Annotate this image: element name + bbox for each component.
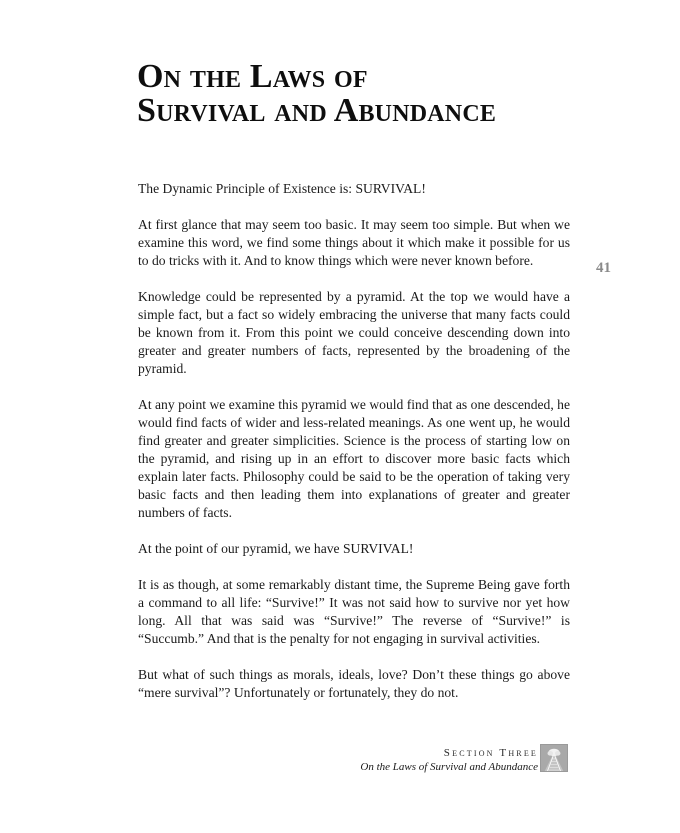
chapter-title-line-1: On the Laws of [137,58,368,95]
paragraph-7: But what of such things as morals, ideals, love? Don’t these things go above “mere survival”? Unfortunately or fortunately, they do not. [138,667,570,700]
chapter-title-line-2: Survival and Abundance [137,92,497,129]
paragraph-2: At first glance that may seem too basic. It may seem too simple. But when we examine this word, we find some things about it which make it possible for us to do tricks with it. And to know things which were never known before. [138,217,570,268]
paragraph-5: At the point of our pyramid, we have SURVIVAL! [138,541,414,556]
footer-section-label: Section Three [443,747,538,759]
bridge-road-emblem-icon [540,744,568,772]
paragraph-4: At any point we examine this pyramid we would find that as one descended, he would find facts of wider and less-related meanings. As one went up, he would find greater and greater simplicities. Science is the process of starting low on the pyramid, and rising up in an effort to discover more basic facts which explain later facts. Philosophy could be said to be the operation of taking very basic facts and then leading them into explanations of greater and greater numbers of facts. [138,397,570,520]
running-footer [360,746,538,774]
paragraph-3: Knowledge could be represented by a pyramid. At the top we would have a simple fact, but a fact so widely embracing the universe that many facts could be known from it. From this point we could conceive descending down into greater and greater numbers of facts, represented by the broadening of the pyramid. [138,289,570,376]
body-text [138,180,570,720]
footer-section-title: On the Laws of Survival and Abundance [360,761,538,773]
paragraph-6: It is as though, at some remarkably distant time, the Supreme Being gave forth a command to all life: “Survive!” It was not said how to survive nor yet how long. All that was said was “Survive!” The reverse of “Survive!” is “Succumb.” And that is the penalty for not engaging in survival activities. [138,577,570,646]
paragraph-1: The Dynamic Principle of Existence is: SURVIVAL! [138,181,426,196]
page-number: 41 [596,260,611,276]
chapter-title [137,60,496,128]
